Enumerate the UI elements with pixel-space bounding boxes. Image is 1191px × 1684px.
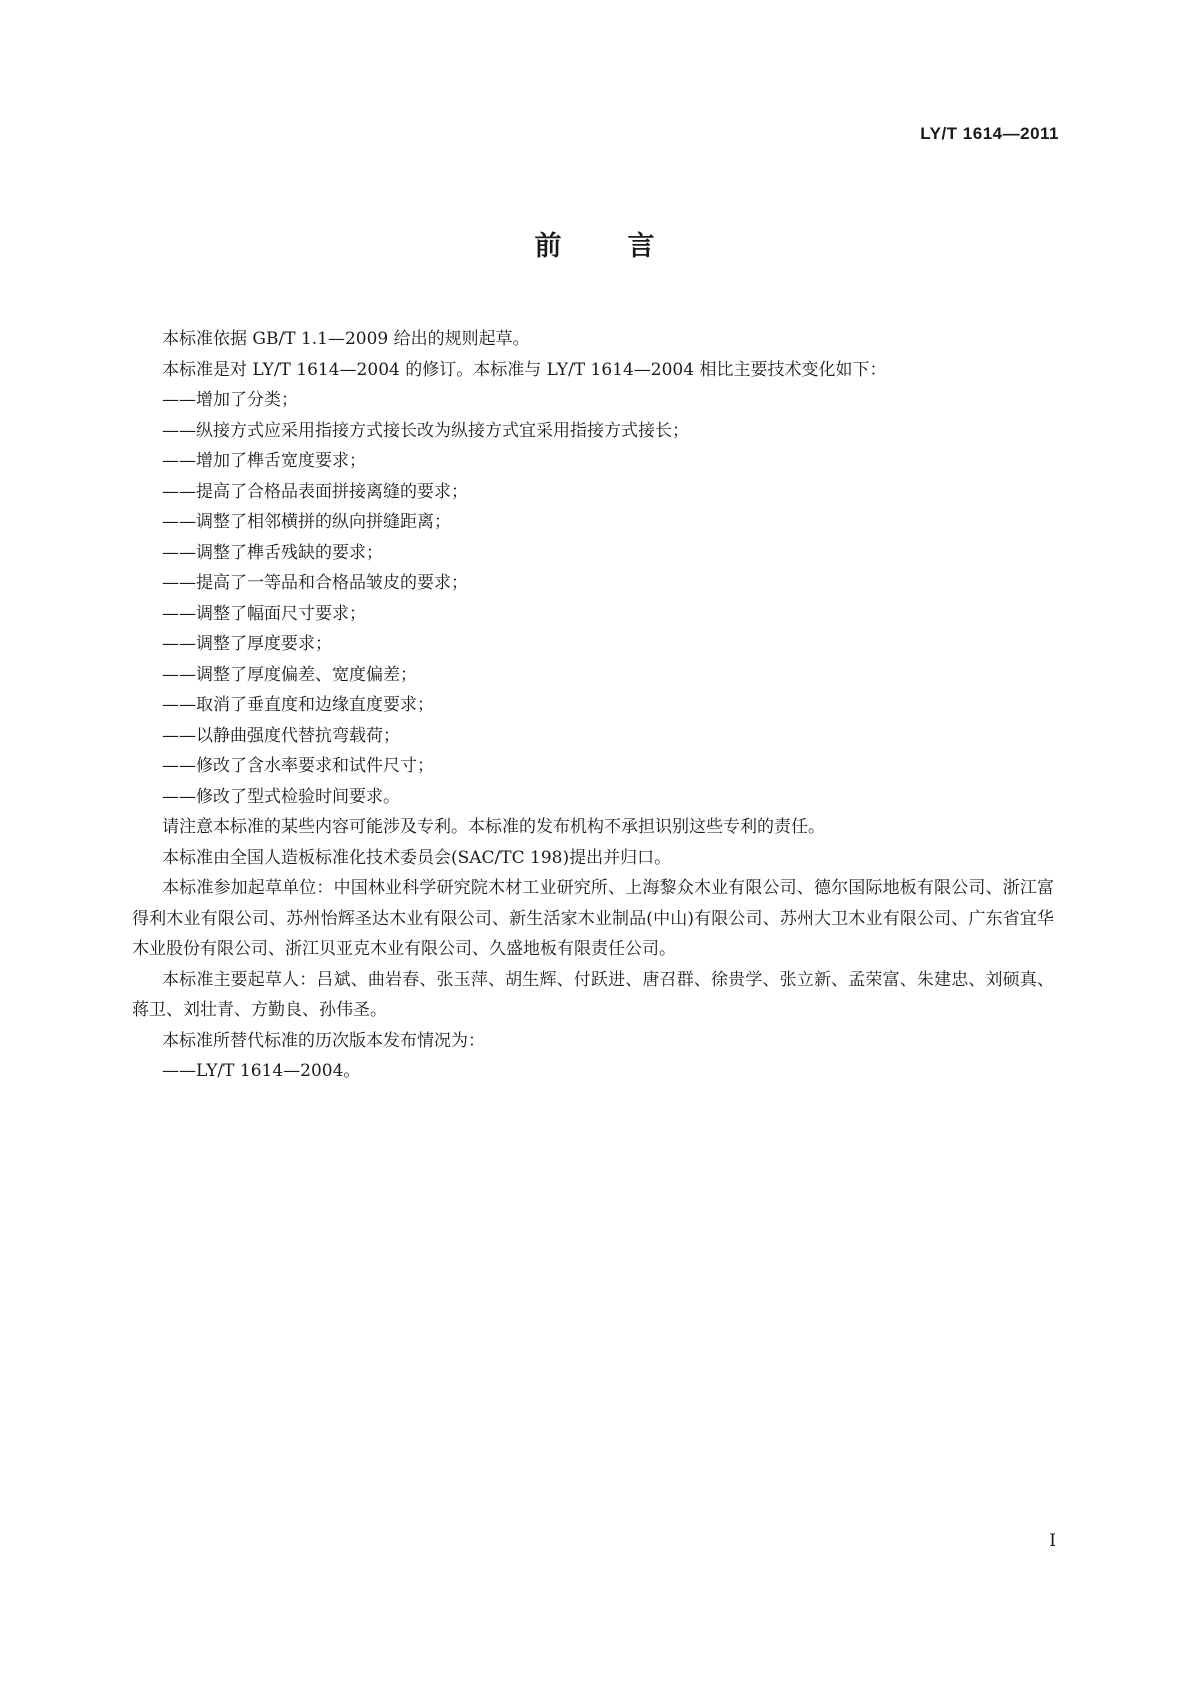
change-item: ——增加了榫舌宽度要求；	[162, 451, 366, 471]
change-item: ——提高了一等品和合格品皱皮的要求；	[162, 573, 468, 593]
paragraph-drafting-units	[132, 873, 1054, 965]
change-item: ——以静曲强度代替抗弯载荷；	[162, 725, 400, 746]
change-item: ——调整了相邻横拼的纵向拼缝距离；	[162, 512, 451, 532]
changes-list	[162, 385, 1054, 812]
drafters-text: 本标准主要起草人：吕斌、曲岩春、张玉萍、胡生辉、付跃进、唐召群、徐贵学、张立新、孟荣富、朱建忠、刘硕真、蒋卫、刘壮青、方勤良、孙伟圣。	[132, 969, 1054, 1020]
page-number: I	[1049, 1531, 1056, 1551]
change-item: ——调整了幅面尺寸要求；	[162, 603, 366, 624]
paragraph-patent-notice: 请注意本标准的某些内容可能涉及专利。本标准的发布机构不承担识别这些专利的责任。	[162, 817, 825, 837]
page-title	[0, 224, 1191, 263]
title-char-1: 前	[534, 231, 564, 262]
paragraph-drafters	[132, 965, 1054, 1026]
title-char-2: 言	[627, 231, 657, 262]
change-item: ——调整了榫舌残缺的要求；	[162, 542, 383, 563]
change-item: ——调整了厚度偏差、宽度偏差；	[162, 664, 417, 685]
change-item: ——修改了含水率要求和试件尺寸；	[162, 756, 434, 776]
drafting-units-text: 本标准参加起草单位：中国林业科学研究院木材工业研究所、上海黎众木业有限公司、德尔国际地板有限公司、浙江富得利木业有限公司、苏州怡辉圣达木业有限公司、新生活家木业制品(中山)有限公司、苏州大卫木业有限公司、广东省宜华木业股份有限公司、浙江贝亚克木业有限公司、久盛地板有限责任公司。	[132, 878, 1054, 959]
change-item: ——增加了分类；	[162, 390, 298, 410]
paragraph-revision: 本标准是对 LY/T 1614—2004 的修订。本标准与 LY/T 1614—2004 相比主要技术变化如下：	[162, 359, 887, 380]
history-item: ——LY/T 1614—2004。	[162, 1061, 361, 1081]
paragraph-history-intro: 本标准所替代标准的历次版本发布情况为：	[162, 1030, 485, 1051]
paragraph-drafting-rules: 本标准依据 GB/T 1.1—2009 给出的规则起草。	[162, 329, 530, 349]
paragraph-proposed-by: 本标准由全国人造板标准化技术委员会(SAC/TC 198)提出并归口。	[162, 847, 672, 868]
change-item: ——提高了合格品表面拼接离缝的要求；	[162, 481, 468, 502]
change-item: ——纵接方式应采用指接方式接长改为纵接方式宜采用指接方式接长；	[162, 420, 689, 441]
change-item: ——修改了型式检验时间要求。	[162, 786, 400, 807]
change-item: ——取消了垂直度和边缘直度要求；	[162, 695, 434, 715]
change-item: ——调整了厚度要求；	[162, 634, 332, 654]
foreword-body	[132, 324, 1054, 1087]
standard-code: LY/T 1614—2011	[920, 124, 1059, 143]
